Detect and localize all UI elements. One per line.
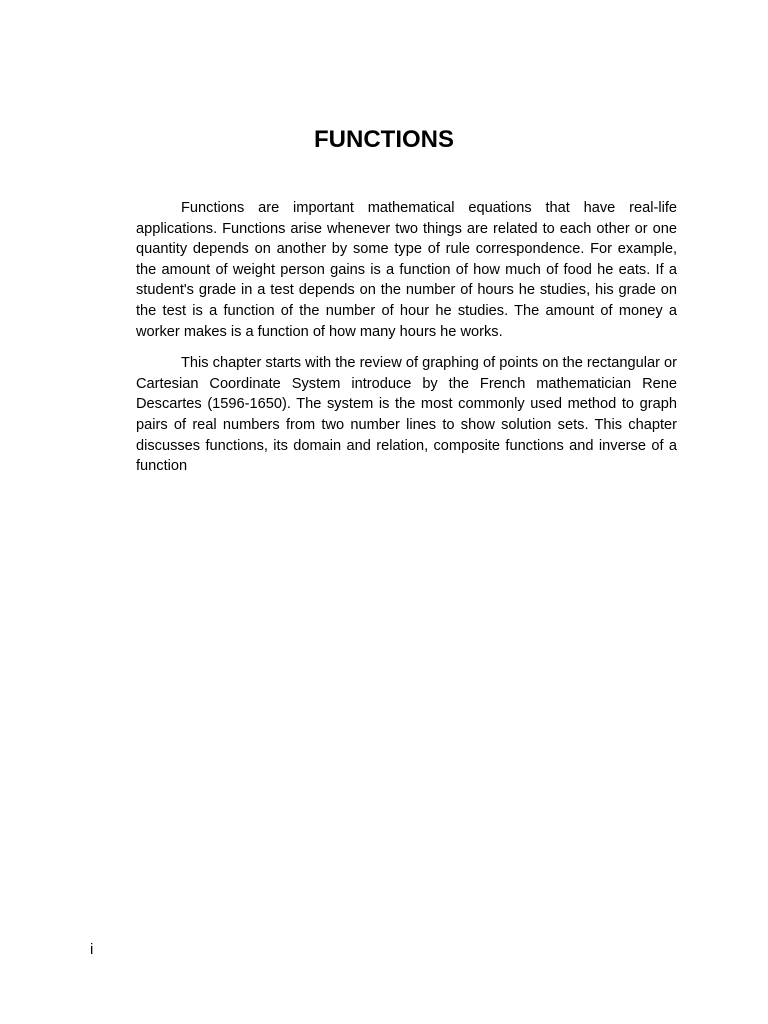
page-title: FUNCTIONS [314, 126, 454, 153]
paragraph-intro: Functions are important mathematical equations that have real-life applications. Functions arise whenever two things are related to each other or one quantity depends on another by some type of rule correspondence. For example, the amount of weight person gains is a function of how much of food he eats. If a student's grade in a test depends on the number of hours he studies, his grade on the test is a function of the number of hour he studies. The amount of money a worker makes is a function of how many hours he works. [136, 200, 677, 340]
page-number: i [90, 941, 94, 958]
paragraph-chapter-overview: This chapter starts with the review of graphing of points on the rectangular or Cartesian Coordinate System introduce by the French mathematician Rene Descartes (1596-1650). The system is the most commonly used method to graph pairs of real numbers from two number lines to show solution sets. This chapter discusses functions, its domain and relation, composite functions and inverse of a function [136, 355, 677, 475]
body-text [136, 198, 677, 488]
